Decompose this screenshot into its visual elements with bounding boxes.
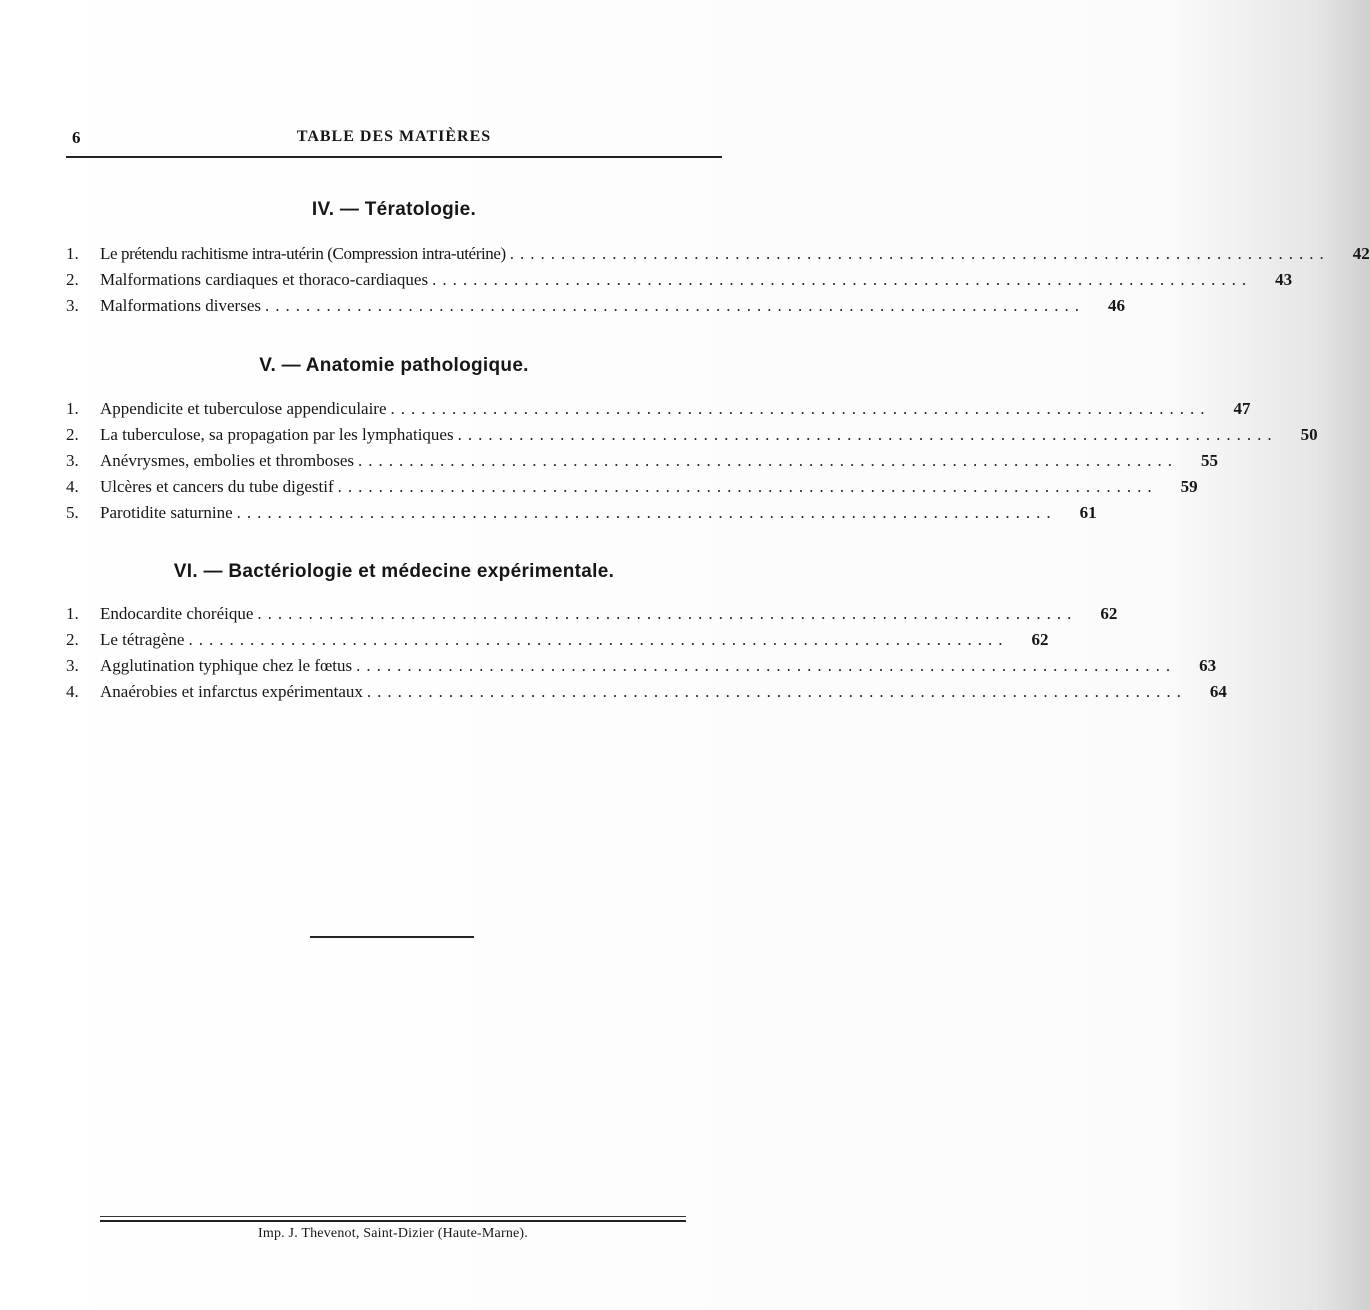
entry-title: Le prétendu rachitisme intra-utérin (Compression intra-utérine)	[100, 244, 506, 263]
printer-imprint: Imp. J. Thevenot, Saint-Dizier (Haute-Marne).	[258, 1226, 528, 1241]
end-of-content-rule	[310, 936, 474, 938]
toc-entry	[66, 293, 1125, 319]
entry-number: 1.	[66, 244, 79, 263]
running-title: TABLE DES MATIÈRES	[296, 128, 492, 145]
entry-page: 62	[1031, 630, 1049, 649]
entry-number: 1.	[66, 399, 79, 418]
leader-dots: ................................................................................	[432, 270, 1253, 289]
page-header	[66, 128, 722, 152]
entry-number: 1.	[66, 604, 79, 623]
leader-dots: ................................................................................	[358, 451, 1179, 470]
entry-number: 3.	[66, 656, 79, 675]
toc-entry	[66, 396, 1251, 422]
leader-dots: ................................................................................	[236, 503, 1057, 522]
toc-entry	[66, 448, 1219, 474]
entry-page: 47	[1233, 399, 1251, 418]
entry-page: 43	[1275, 270, 1293, 289]
entry-number: 3.	[66, 451, 79, 470]
entry-number: 2.	[66, 270, 79, 289]
entry-title: Anaérobies et infarctus expérimentaux	[100, 682, 363, 701]
toc-entry	[66, 500, 1097, 526]
leader-dots: ................................................................................	[337, 477, 1158, 496]
entry-page: 64	[1209, 682, 1227, 701]
entry-number: 2.	[66, 630, 79, 649]
section-entries-v	[66, 396, 1318, 526]
entry-page: 59	[1180, 477, 1198, 496]
toc-entry	[66, 627, 1049, 653]
toc-entry	[66, 241, 1370, 267]
leader-dots: ................................................................................	[390, 399, 1211, 418]
section-entries-iv	[66, 241, 1370, 319]
entry-page: 46	[1108, 296, 1125, 315]
entry-page: 50	[1300, 425, 1318, 444]
entry-title: Endocardite choréique	[100, 604, 254, 623]
entry-title: Agglutination typhique chez le fœtus	[100, 656, 353, 675]
footer-rule	[100, 1220, 686, 1222]
leader-dots: ................................................................................	[188, 630, 1009, 649]
footer-rule	[100, 1216, 686, 1217]
toc-entry	[66, 267, 1293, 293]
entry-page: 55	[1201, 451, 1219, 470]
entry-page: 63	[1199, 656, 1217, 675]
entry-page: 61	[1079, 503, 1097, 522]
entry-title: Ulcères et cancers du tube digestif	[100, 477, 334, 496]
entry-title: La tuberculose, sa propagation par les lymphatiques	[100, 425, 454, 444]
leader-dots: ................................................................................	[366, 682, 1187, 701]
entry-number: 5.	[66, 503, 79, 522]
entry-number: 2.	[66, 425, 79, 444]
section-title-iv: IV. — Tératologie.	[311, 199, 477, 220]
entry-title: Malformations diverses	[100, 296, 261, 315]
toc-entry	[66, 653, 1217, 679]
toc-entry	[66, 474, 1198, 500]
entry-page: 62	[1100, 604, 1118, 623]
leader-dots: ................................................................................	[356, 656, 1177, 675]
toc-entry	[66, 422, 1318, 448]
entry-title: Appendicite et tuberculose appendiculaire	[100, 399, 387, 418]
entry-number: 4.	[66, 477, 79, 496]
section-title-vi: VI. — Bactériologie et médecine expérimentale.	[173, 561, 615, 582]
leader-dots: ................................................................................	[457, 425, 1278, 444]
header-rule	[66, 156, 722, 158]
entry-title: Malformations cardiaques et thoraco-cardiaques	[100, 270, 429, 289]
entry-number: 4.	[66, 682, 79, 701]
toc-entry	[66, 601, 1118, 627]
entry-title: Le tétragène	[100, 630, 185, 649]
leader-dots: ................................................................................	[265, 296, 1085, 315]
section-entries-vi	[66, 601, 1227, 705]
toc-entry	[66, 679, 1227, 705]
entry-page: 42	[1352, 244, 1370, 263]
entry-number: 3.	[66, 296, 79, 315]
entry-title: Anévrysmes, embolies et thromboses	[100, 451, 355, 470]
leader-dots: ................................................................................	[257, 604, 1078, 623]
entry-title: Parotidite saturnine	[100, 503, 233, 522]
leader-dots: ................................................................................	[509, 244, 1330, 263]
page-number: 6	[72, 128, 81, 147]
section-title-v: V. — Anatomie pathologique.	[259, 355, 529, 376]
